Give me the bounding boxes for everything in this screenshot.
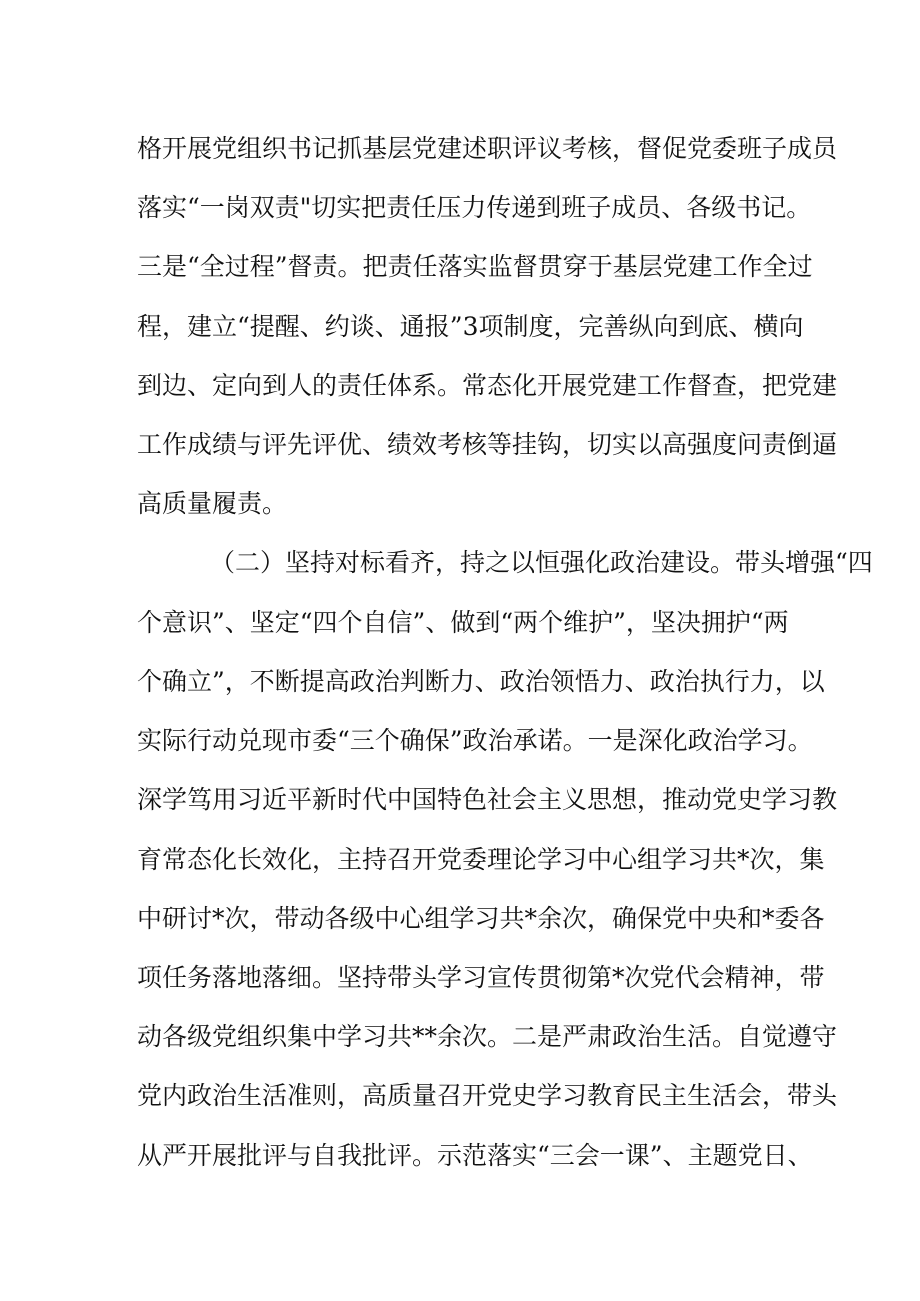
text-line: 落实“一岗双责"切实把责任压力传递到班子成员、各级书记。 xyxy=(137,193,812,222)
text-line: 高质量履责。 xyxy=(137,489,288,518)
text-line: 个确立”，不断提高政治判断力、政治领悟力、政治执行力，以 xyxy=(137,667,825,696)
section-heading-line: （二）坚持对标看齐，持之以恒强化政治建设。带头增强“四 xyxy=(210,548,873,577)
text-line: 项任务落地落细。坚持带头学习宣传贯彻第*次党代会精神，带 xyxy=(137,963,825,992)
text-line: 格开展党组织书记抓基层党建述职评议考核，督促党委班子成员 xyxy=(137,134,838,163)
text-line: 到边、定向到人的责任体系。常态化开展党建工作督查，把党建 xyxy=(137,371,838,400)
text-line: 党内政治生活准则，高质量召开党史学习教育民主生活会，带头 xyxy=(137,1081,838,1110)
text-line: 育常态化长效化，主持召开党委理论学习中心组学习共*次，集 xyxy=(137,845,825,874)
text-line: 动各级党组织集中学习共**余次。二是严肃政治生活。自觉遵守 xyxy=(137,1022,838,1051)
text-line: 中研讨*次，带动各级中心组学习共*余次，确保党中央和*委各 xyxy=(137,904,825,933)
text-line: 从严开展批评与自我批评。示范落实“三会一课”、主题党日、 xyxy=(137,1141,813,1170)
text-line: 深学笃用习近平新时代中国特色社会主义思想，推动党史学习教 xyxy=(137,785,838,814)
text-line: 三是“全过程”督责。把责任落实监督贯穿于基层党建工作全过 xyxy=(137,252,813,281)
text-line: 工作成绩与评先评优、绩效考核等挂钩，切实以高强度问责倒逼 xyxy=(137,430,838,459)
text-line: 个意识”、坚定“四个自信”、做到“两个维护”，坚决拥护“两 xyxy=(137,608,789,637)
text-line: 程，建立“提醒、约谈、通报”3项制度，完善纵向到底、横向 xyxy=(137,312,804,341)
text-line: 实际行动兑现市委“三个确保”政治承诺。一是深化政治学习。 xyxy=(137,726,813,755)
